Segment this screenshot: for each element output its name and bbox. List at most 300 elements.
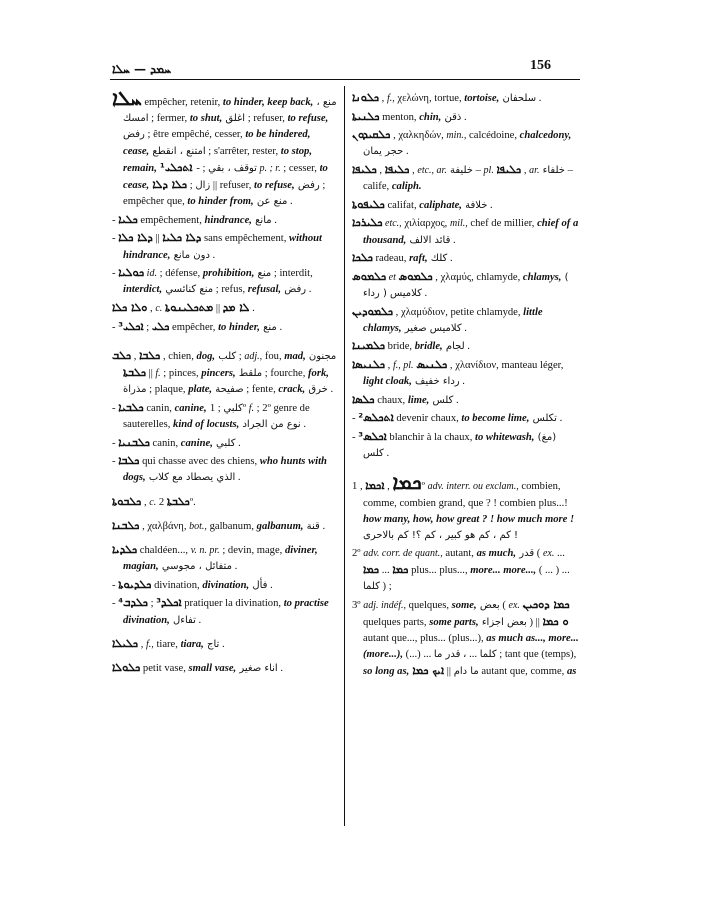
french-text: ( bbox=[534, 547, 543, 559]
french-text: ; défense, bbox=[156, 268, 203, 280]
arabic-gloss: ملقط bbox=[235, 368, 263, 379]
dictionary-entry bbox=[112, 230, 338, 263]
grammar-abbrev: ex. bbox=[542, 547, 555, 559]
french-text: , bbox=[409, 164, 418, 176]
grammar-abbrev: f., bbox=[386, 93, 395, 104]
dictionary-entry bbox=[352, 109, 580, 126]
english-gloss: mad, bbox=[284, 350, 306, 362]
english-gloss: prohibition, bbox=[202, 268, 255, 280]
arabic-gloss: تاج bbox=[203, 638, 220, 650]
grammar-abbrev: adv. interr. ou exclam., bbox=[427, 481, 519, 493]
dictionary-entry bbox=[352, 470, 580, 544]
french-text: 2º. bbox=[158, 496, 196, 508]
syriac-text: ܐܬܟܠܝ¹ bbox=[160, 160, 197, 174]
french-text: , bbox=[147, 303, 156, 314]
running-head: ܚܡܕ — ܚܠܐ bbox=[112, 62, 172, 76]
french-text: , bbox=[131, 350, 140, 362]
arabic-gloss: بعض اجزاء bbox=[478, 616, 527, 628]
dictionary-entry bbox=[352, 127, 580, 160]
arabic-gloss: مذراة bbox=[123, 384, 147, 396]
english-gloss: to hinder, keep back, bbox=[222, 97, 314, 108]
english-gloss: little chlamys, bbox=[363, 306, 543, 334]
arabic-gloss: كلبي bbox=[206, 402, 243, 414]
syriac-text: ܟܠܒ bbox=[112, 348, 132, 362]
arabic-gloss: منع كنائسي bbox=[162, 284, 214, 296]
arabic-gloss: صفيحة bbox=[212, 384, 244, 396]
french-text: . bbox=[195, 614, 202, 626]
arabic-gloss: بعض bbox=[476, 599, 500, 611]
french-text: ; devin, mage, bbox=[219, 545, 285, 556]
arabic-gloss: قدر bbox=[516, 547, 535, 559]
english-gloss: refusal, bbox=[247, 284, 282, 296]
french-text: . bbox=[459, 376, 465, 388]
syriac-text: ܡܬܟܠܝܢܘܬܐ bbox=[164, 301, 214, 314]
french-text: . bbox=[306, 284, 312, 296]
english-gloss: canine, bbox=[174, 402, 207, 414]
grammar-abbrev: bot., bbox=[189, 520, 207, 532]
syriac-text: ܟܠܕܝܘܬܐ bbox=[118, 577, 152, 591]
english-gloss: to practise divination, bbox=[123, 598, 329, 626]
english-gloss: some parts, bbox=[429, 616, 479, 628]
dictionary-entry bbox=[112, 453, 338, 486]
syriac-text: ܟܠܢܝܣ bbox=[416, 357, 448, 371]
french-text: . bbox=[209, 249, 216, 261]
french-text: || refuser, bbox=[210, 180, 255, 192]
syriac-text: ܟܠܒܢܐ bbox=[112, 518, 140, 532]
grammar-abbrev: adj., bbox=[244, 350, 263, 362]
arabic-gloss: حجر يمان bbox=[363, 146, 404, 158]
dictionary-entry bbox=[112, 86, 338, 210]
french-text: - bbox=[352, 413, 359, 425]
french-text: ; refus, bbox=[213, 284, 248, 296]
french-text: canin, bbox=[143, 402, 175, 414]
french-text: . bbox=[277, 663, 283, 674]
french-text: empêcher, bbox=[169, 321, 219, 333]
english-gloss: canine, bbox=[180, 437, 213, 449]
arabic-gloss: رفض bbox=[281, 284, 307, 296]
syriac-text: ܚܠܐ bbox=[112, 86, 142, 110]
dictionary-entry bbox=[112, 265, 338, 298]
french-text: (...) ... bbox=[403, 649, 434, 661]
syriac-text: ܟܠܘܠܐ bbox=[112, 661, 141, 674]
french-text: . bbox=[421, 287, 428, 299]
french-text: bride, bbox=[385, 341, 415, 353]
french-text: qui chasse avec des chiens, bbox=[139, 456, 260, 468]
grammar-abbrev: etc., bbox=[382, 218, 402, 230]
french-text: ... ، bbox=[460, 649, 480, 661]
grammar-abbrev: f. bbox=[152, 368, 161, 379]
french-text: , bbox=[138, 638, 147, 650]
grammar-abbrev: f. bbox=[248, 402, 255, 414]
english-gloss: plate, bbox=[188, 384, 213, 396]
dictionary-entry bbox=[352, 338, 580, 355]
dictionary-entry bbox=[352, 162, 580, 195]
grammar-abbrev: c. bbox=[149, 496, 157, 508]
syriac-text: ܘ ܟܡܐ bbox=[542, 614, 569, 628]
english-gloss: dog, bbox=[196, 350, 216, 362]
syriac-text: ܟܠܒܝܐ bbox=[118, 400, 144, 414]
french-text: || bbox=[145, 368, 153, 379]
dictionary-entry bbox=[112, 435, 338, 452]
arabic-gloss: اناء صغير bbox=[236, 663, 278, 674]
dictionary-entry bbox=[352, 269, 580, 302]
syriac-text: ܟܠܝܐ bbox=[118, 212, 138, 226]
right-column bbox=[352, 90, 580, 682]
dictionary-entry bbox=[112, 518, 338, 535]
syriac-text: ܟܠܟܐ bbox=[352, 251, 373, 265]
english-gloss: who hunts with dogs, bbox=[123, 456, 327, 484]
french-text: quelques parts, bbox=[363, 616, 430, 628]
french-text: ; refuser, bbox=[245, 113, 288, 125]
french-text: . bbox=[300, 419, 307, 430]
french-text: ; être empêché, cesser, bbox=[144, 129, 246, 141]
arabic-gloss: قائد الالف bbox=[406, 234, 451, 246]
english-gloss: interdict, bbox=[123, 284, 163, 296]
french-text: - bbox=[112, 268, 119, 280]
french-text: . bbox=[327, 384, 334, 396]
dictionary-entry bbox=[352, 215, 580, 248]
french-text: . bbox=[447, 253, 453, 265]
english-gloss: as much, bbox=[476, 547, 517, 559]
dictionary-entry bbox=[352, 429, 580, 462]
syriac-text: ܐܟܠܕ³ bbox=[156, 596, 182, 610]
english-gloss: caliph. bbox=[391, 181, 422, 193]
french-text: ; bbox=[187, 180, 196, 192]
french-text: calcédoine, bbox=[466, 130, 520, 142]
french-text: - bbox=[112, 598, 119, 610]
syriac-text: ܟܠܢܝܣܐ bbox=[352, 357, 386, 371]
english-gloss: to hinder, bbox=[218, 321, 260, 333]
dictionary-entry bbox=[352, 357, 580, 390]
syriac-text: ܟܠܒܢܝܐ bbox=[118, 435, 150, 449]
arabic-gloss: كلس bbox=[429, 394, 454, 406]
english-gloss: more... more..., bbox=[470, 564, 537, 576]
arabic-gloss: الذي يصطاد مع كلاب bbox=[145, 472, 236, 484]
french-text: ; bbox=[236, 350, 245, 362]
english-gloss: diviner, magian, bbox=[123, 545, 318, 573]
english-gloss: hindrance, bbox=[204, 214, 252, 226]
dictionary-entry bbox=[352, 546, 580, 596]
french-text: ; tant que (temps), bbox=[496, 649, 577, 661]
french-text: . bbox=[383, 448, 390, 460]
arabic-gloss: كلب bbox=[215, 350, 237, 362]
english-gloss: caliphate, bbox=[419, 199, 462, 211]
left-column bbox=[112, 86, 338, 679]
dictionary-entry bbox=[112, 400, 338, 433]
arabic-gloss: توقف ، بقي bbox=[156, 162, 257, 174]
french-text: . bbox=[235, 472, 241, 484]
french-text: ... bbox=[379, 564, 393, 576]
french-text: ( bbox=[499, 599, 509, 611]
french-text: pratiquer la divination, bbox=[181, 598, 284, 610]
french-text: . bbox=[267, 579, 273, 591]
english-gloss: to shut, bbox=[189, 113, 223, 125]
syriac-text: ܐܟܠܣ³ bbox=[358, 429, 387, 443]
english-gloss: to refuse, bbox=[254, 180, 295, 192]
french-text: blanchir à la chaux, bbox=[386, 431, 475, 443]
syriac-text: ܟܠܡܝܢܐ bbox=[352, 339, 386, 353]
french-text: ; plaque, bbox=[146, 384, 189, 396]
syriac-text: ܟܡܐ bbox=[363, 562, 380, 576]
french-text: petit vase, bbox=[140, 663, 189, 674]
grammar-abbrev: min., bbox=[446, 130, 467, 142]
french-text: ; 2º genre de sauterelles, bbox=[123, 402, 310, 430]
arabic-gloss: سلحفان bbox=[499, 93, 537, 104]
french-text: chef de millier, bbox=[467, 218, 538, 230]
french-text: autant que..., plus... (plus...), bbox=[363, 632, 487, 644]
english-gloss: tortoise, bbox=[464, 93, 500, 104]
syriac-text: ܟܡܐ bbox=[392, 470, 422, 495]
syriac-text: ܐܝܟ ܟܡܐ bbox=[412, 664, 445, 678]
arabic-gloss: ذقن bbox=[441, 111, 462, 123]
french-text: sans empêchement, bbox=[201, 233, 289, 245]
french-text: . bbox=[276, 321, 283, 333]
french-text: χιλίαρχος, bbox=[401, 218, 450, 230]
french-text: canin, bbox=[149, 437, 181, 449]
arabic-gloss: منع ، امسك bbox=[123, 97, 337, 125]
syriac-text: ܟܠܝܦܐ bbox=[496, 162, 522, 176]
arabic-gloss: فأل bbox=[249, 579, 268, 591]
english-gloss: kind of locusts, bbox=[173, 419, 240, 430]
english-gloss: galbanum, bbox=[256, 520, 304, 532]
french-text: . bbox=[453, 394, 459, 406]
english-gloss: chin, bbox=[419, 111, 442, 123]
arabic-gloss: تفاءل bbox=[169, 614, 196, 626]
english-gloss: to hinder from, bbox=[187, 196, 254, 208]
french-text: - bbox=[112, 321, 119, 333]
arabic-gloss: منع bbox=[254, 268, 272, 280]
french-text: , χλαμύς, chlamyde, bbox=[432, 271, 523, 283]
arabic-gloss: زال bbox=[149, 180, 211, 192]
french-text: - bbox=[112, 214, 119, 226]
arabic-gloss: تكلس bbox=[529, 413, 557, 425]
syriac-text: ܟܠܩܝܕܘܢ bbox=[352, 128, 391, 142]
syriac-text: ܟܠܡܘܣ bbox=[398, 269, 433, 283]
french-text: - bbox=[112, 233, 119, 245]
english-gloss: crack, bbox=[278, 384, 306, 396]
french-text: . bbox=[271, 214, 277, 226]
page-number: 156 bbox=[530, 58, 551, 73]
arabic-gloss: قنة bbox=[303, 520, 320, 532]
syriac-text: ܟܠܒܐ bbox=[118, 454, 140, 468]
dictionary-entry bbox=[112, 348, 338, 399]
french-text: menton, bbox=[379, 111, 420, 123]
arabic-gloss: اغلق bbox=[222, 113, 246, 125]
syriac-text: ܟܠܢܝܬܐ bbox=[352, 109, 380, 123]
dictionary-entry bbox=[112, 300, 338, 317]
french-text: , bbox=[376, 164, 385, 176]
grammar-abbrev: f., bbox=[146, 638, 154, 650]
syriac-text: ܟܠܝ bbox=[151, 319, 170, 333]
dictionary-entry bbox=[112, 212, 338, 229]
grammar-abbrev: ex. bbox=[508, 599, 520, 611]
english-gloss: divination, bbox=[202, 579, 250, 591]
english-gloss: without hindrance, bbox=[123, 233, 322, 261]
french-text: , χαλβάνη, bbox=[139, 520, 190, 532]
arabic-gloss: قدر ما bbox=[433, 649, 461, 661]
english-gloss: chief of a thousand, bbox=[363, 218, 579, 246]
arabic-gloss: منع عن bbox=[253, 196, 288, 208]
grammar-abbrev: ar. bbox=[529, 164, 540, 176]
syriac-text: ܟܠܘܢܐ bbox=[352, 91, 379, 104]
french-text: divination, bbox=[151, 579, 203, 591]
syriac-text: ܟܡܐ ܕܘܟܝܢ bbox=[522, 597, 570, 611]
arabic-gloss: امتنع ، انقطع bbox=[149, 145, 206, 157]
french-text: , bbox=[385, 359, 393, 371]
french-text: devenir chaux, bbox=[393, 413, 462, 425]
dictionary-entry bbox=[352, 250, 580, 267]
french-text: , bbox=[141, 496, 150, 508]
french-text: ; fourche, bbox=[262, 368, 308, 379]
english-gloss: small vase, bbox=[188, 663, 237, 674]
french-text: , bbox=[384, 481, 393, 493]
arabic-gloss: كلما bbox=[479, 649, 497, 661]
syriac-text: ܟܠܕܒ⁴ bbox=[118, 596, 148, 610]
arabic-gloss: رفض bbox=[294, 180, 320, 192]
syriac-text: ܟܠܕܝܐ bbox=[112, 543, 138, 556]
french-text: radeau, bbox=[372, 253, 410, 265]
french-text: autant, bbox=[442, 547, 477, 559]
french-text: ; interdit, bbox=[271, 268, 313, 280]
french-text: , χλανίδιον, manteau léger, bbox=[447, 359, 564, 371]
english-gloss: how many, how, how great ? ! how much more ! bbox=[363, 513, 575, 525]
syriac-text: ܟܠܝܦܘܬܐ bbox=[352, 197, 385, 211]
french-text: || bbox=[213, 303, 223, 314]
syriac-text: ܟܠܒܬܐ bbox=[166, 494, 190, 508]
syriac-text: ܟܠܒܐ bbox=[139, 348, 161, 362]
english-gloss: to whitewash, bbox=[475, 431, 535, 443]
syriac-text: ܟܠܒܬܐ bbox=[123, 366, 146, 379]
arabic-gloss: مانع bbox=[251, 214, 272, 226]
syriac-text: ܠܐ ܡܕ bbox=[222, 301, 250, 314]
french-text: chaldéen..., bbox=[137, 545, 191, 556]
dictionary-entry bbox=[112, 577, 338, 594]
french-text: califat, bbox=[384, 199, 420, 211]
dictionary-entry bbox=[112, 319, 338, 336]
arabic-gloss: دون مانع bbox=[170, 249, 210, 261]
english-gloss: raft, bbox=[409, 253, 428, 265]
french-text: - bbox=[112, 437, 119, 449]
french-text: - bbox=[112, 456, 119, 468]
arabic-gloss: مجنون bbox=[305, 350, 337, 362]
arabic-gloss: ما دام bbox=[409, 666, 479, 678]
arabic-gloss: لجام bbox=[442, 341, 465, 353]
syriac-text: ܟܠܣܐ bbox=[352, 392, 375, 406]
grammar-abbrev: etc., ar. bbox=[417, 164, 447, 176]
french-text: , χλαμύδιον, petite chlamyde, bbox=[393, 306, 524, 318]
french-text: ) ; bbox=[379, 580, 392, 592]
french-text: chaux, bbox=[374, 394, 408, 406]
french-text: . bbox=[403, 146, 409, 158]
syriac-text: ܕܠܐ ܟܠܝܐ bbox=[162, 231, 202, 245]
french-text: fou, bbox=[262, 350, 285, 362]
french-text: . bbox=[231, 561, 238, 573]
english-gloss: so long as, bbox=[363, 666, 410, 678]
french-text: quelques, bbox=[406, 599, 452, 611]
english-gloss: bridle, bbox=[414, 341, 443, 353]
arabic-gloss: رفض bbox=[123, 129, 145, 141]
english-gloss: to become lime, bbox=[461, 413, 530, 425]
french-text: plus... plus..., bbox=[408, 564, 471, 576]
english-gloss: tiara, bbox=[180, 638, 204, 650]
arabic-gloss: كلما bbox=[363, 580, 380, 592]
english-gloss: fork, bbox=[308, 368, 329, 379]
french-text: . bbox=[287, 196, 293, 208]
french-text: 2º bbox=[352, 547, 364, 559]
french-text: , chien, bbox=[160, 350, 197, 362]
french-text: || bbox=[152, 233, 163, 245]
dictionary-entry bbox=[352, 597, 580, 681]
grammar-abbrev: pl. bbox=[483, 164, 494, 176]
french-text: - bbox=[112, 579, 119, 591]
dictionary-entry bbox=[112, 660, 338, 677]
french-text: empêchement, bbox=[137, 214, 205, 226]
dictionary-entry bbox=[112, 595, 338, 628]
syriac-text: ܟܠܐ ܕܠܐ bbox=[152, 178, 188, 192]
arabic-gloss: كم ، كم هو كبير ، كم ؟! كم بالاحرى ! bbox=[363, 529, 519, 541]
french-text: . bbox=[219, 638, 225, 650]
syriac-text: ܟܘܠܝܐ bbox=[118, 266, 145, 280]
dictionary-entry bbox=[352, 90, 580, 107]
dictionary-entry bbox=[112, 494, 338, 511]
french-text: ; pinces, bbox=[160, 368, 202, 379]
syriac-text: ܟܠܝܦܐ bbox=[352, 162, 377, 176]
french-text: ( ... ) ... bbox=[536, 564, 570, 576]
french-text: ; empêcher que, bbox=[123, 180, 326, 208]
syriac-text: ܟܠܝܠܐ bbox=[112, 636, 139, 650]
french-text: , bbox=[521, 164, 530, 176]
french-text: . bbox=[450, 234, 456, 246]
french-text: , bbox=[378, 93, 387, 104]
french-text: || bbox=[444, 666, 454, 678]
french-text: ; fermer, bbox=[148, 113, 190, 125]
arabic-gloss: متفائل ، مجوسي bbox=[158, 561, 232, 573]
french-text: empêcher, retenir, bbox=[141, 97, 223, 108]
english-gloss: lime, bbox=[407, 394, 430, 406]
grammar-abbrev: mil., bbox=[449, 218, 468, 230]
french-text: ; bbox=[143, 321, 152, 333]
french-text: . bbox=[556, 413, 563, 425]
french-text: combien, comme, combien grand, que ? ! combien plus...! bbox=[363, 481, 568, 509]
grammar-abbrev: adv. corr. de quant., bbox=[363, 547, 443, 559]
french-text: ; - bbox=[196, 162, 209, 174]
syriac-text: ܟܠܒܘܬܐ bbox=[112, 494, 142, 508]
arabic-gloss: منع bbox=[259, 321, 277, 333]
english-gloss: chalcedony, bbox=[519, 130, 572, 142]
grammar-abbrev: f., pl. bbox=[392, 359, 414, 371]
syriac-text: ܟܠܝܪܟܐ bbox=[352, 216, 383, 230]
english-gloss: pincers, bbox=[201, 368, 236, 379]
syriac-text: ܟܠܡܘܕܝܢ bbox=[352, 304, 394, 318]
grammar-abbrev: c. bbox=[155, 303, 163, 314]
french-text: – calife, bbox=[363, 164, 573, 193]
arabic-gloss: خلفاء bbox=[539, 164, 565, 176]
syriac-text: ܐܟܠܝ³ bbox=[118, 319, 144, 333]
dictionary-entry bbox=[352, 410, 580, 427]
column-divider bbox=[344, 86, 345, 826]
french-text: - bbox=[112, 402, 119, 414]
french-text: ) || bbox=[526, 616, 543, 628]
grammar-abbrev: id. bbox=[144, 268, 157, 280]
french-text: . bbox=[249, 303, 255, 314]
syriac-text: ܕܠܐ ܟܠܐ bbox=[118, 231, 153, 245]
grammar-abbrev: adj. indéf., bbox=[363, 599, 407, 611]
french-text: . bbox=[319, 520, 326, 532]
grammar-abbrev: et bbox=[386, 271, 396, 283]
french-text: . bbox=[536, 93, 542, 104]
dictionary-entry bbox=[112, 636, 338, 653]
french-text: galbanum, bbox=[206, 520, 257, 532]
